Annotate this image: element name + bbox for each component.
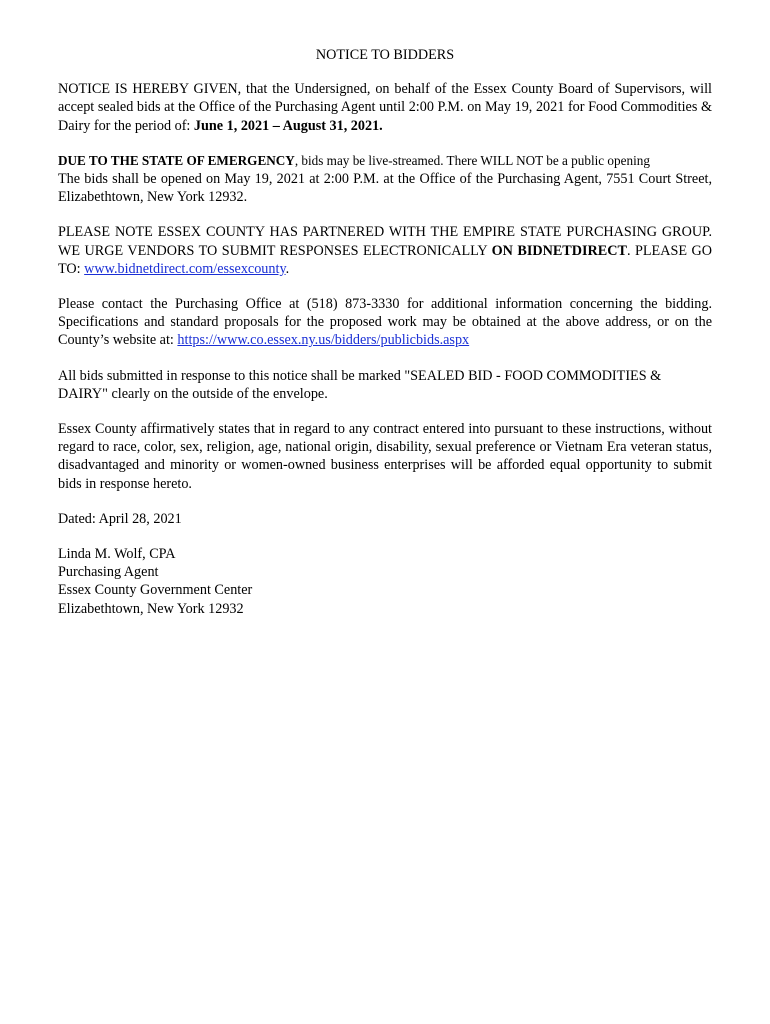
emergency-livestream-text: , bids may be live-streamed. There WILL NOT be a public opening [294, 152, 650, 168]
notice-intro-paragraph [58, 80, 712, 135]
bidnet-paragraph [58, 223, 712, 278]
bidnet-end: . [285, 260, 290, 277]
signer-address: Elizabethtown, New York 12932 [58, 600, 244, 617]
bid-period: June 1, 2021 – August 31, 2021. [193, 117, 383, 134]
county-bids-link[interactable]: https://www.co.essex.ny.us/bidders/publicbids.aspx [177, 332, 470, 349]
intro-text: NOTICE IS HEREBY GIVEN, that the Undersigned, on behalf of the Essex County Board of Supervisors, will accept sealed bids at the Office of the Purchasing Agent until 2:00 P.M. on May 19, 2021 for Food Commodities & Dairy for the period of: [58, 81, 712, 134]
emergency-lead: DUE TO THE STATE OF EMERGENCY [58, 152, 295, 168]
dated-line: Dated: April 28, 2021 [58, 510, 182, 527]
signature-block [58, 545, 712, 618]
contact-paragraph [58, 295, 712, 350]
bidnet-text: PLEASE NOTE ESSEX COUNTY HAS PARTNERED WITH THE EMPIRE STATE PURCHASING GROUP. WE URGE VENDORS TO SUBMIT RESPONSES ELECTRONICALLY [58, 224, 712, 259]
bid-opening-text: The bids shall be opened on May 19, 2021 at 2:00 P.M. at the Office of the Purchasing Agent, 7551 Court Street, Elizabethtown, New York 12932. [58, 171, 712, 206]
contact-text: Please contact the Purchasing Office at (518) 873-3330 for additional information concerning the bidding. Specifications and standard proposals for the proposed work may be obtained at the above address, or on the County’s website at: [58, 296, 712, 349]
bidnet-after: . PLEASE GO TO: [58, 242, 712, 277]
signer-name: Linda M. Wolf, CPA [58, 546, 176, 563]
signer-organization: Essex County Government Center [58, 582, 253, 599]
bidnet-emphasis: ON BIDNETDIRECT [491, 242, 627, 259]
bidnet-link[interactable]: www.bidnetdirect.com/essexcounty [84, 260, 286, 277]
equal-opportunity-paragraph: Essex County affirmatively states that in regard to any contract entered into pursuant to these instructions, without regard to race, color, sex, religion, age, national origin, disability, sexual preference or Vietnam Era veteran status, disadvantaged and minority or women-owned business enterprises will be afforded equal opportunity to submit bids in response hereto. [58, 421, 712, 492]
marking-paragraph: All bids submitted in response to this notice shall be marked "SEALED BID - FOOD COMMODITIES & DAIRY" clearly on the outside of the envelope. [58, 367, 662, 402]
notice-document [58, 46, 712, 618]
emergency-paragraph [58, 152, 712, 207]
signer-role: Purchasing Agent [58, 564, 159, 581]
notice-title: NOTICE TO BIDDERS [315, 47, 455, 63]
